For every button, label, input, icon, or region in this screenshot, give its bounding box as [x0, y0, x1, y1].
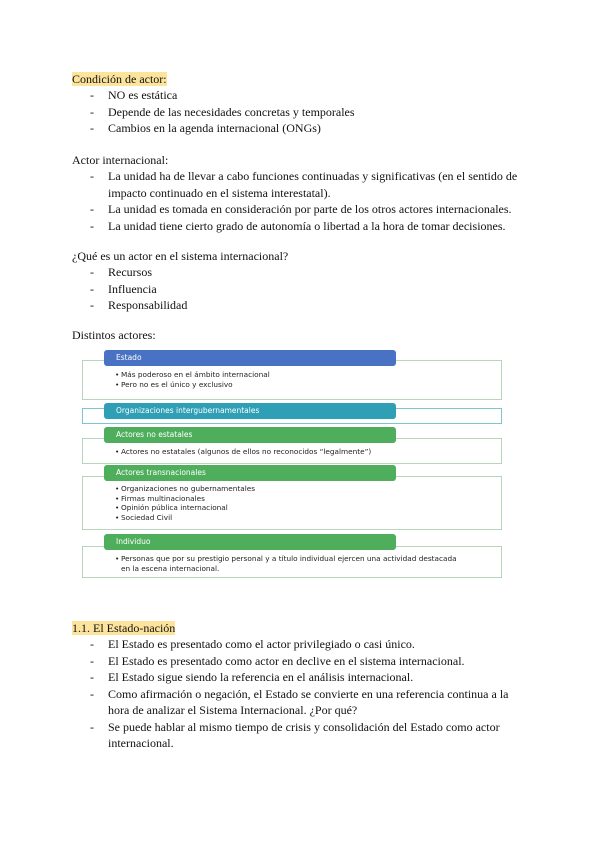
dash-list [72, 636, 528, 752]
no-estatales-header: Actores no estatales [104, 427, 396, 443]
list-item: - Recursos [90, 265, 152, 279]
transnacionales-header: Actores transnacionales [104, 465, 396, 481]
dash-marker: - [90, 281, 94, 296]
list-item: - El Estado es presentado como el actor privilegiado o casi único. [90, 637, 415, 651]
actors-diagram [82, 350, 504, 578]
section-actor-internacional [72, 152, 534, 234]
list-item: - Responsabilidad [90, 298, 188, 312]
diagram-bullet-item: • Más poderoso en el ámbito internacional [115, 370, 270, 379]
list-item: - Como afirmación o negación, el Estado se convierte en una referencia continua a la hora de analizar el Sistema Internacional. ¿Por qué? [90, 686, 509, 717]
list-item: - Cambios en la agenda internacional (ONGs) [90, 121, 321, 135]
diagram-bullet-item: • Actores no estatales (algunos de ellos no reconocidos “legalmente”) [115, 447, 372, 456]
dash-marker: - [90, 88, 94, 102]
dash-marker: - [90, 121, 94, 135]
dash-marker: - [90, 298, 94, 312]
section-distintos-actores [72, 327, 532, 343]
list-item: - El Estado sigue siendo la referencia en el análisis internacional. [90, 670, 414, 684]
section-heading: Actor internacional: [72, 153, 169, 167]
diagram-bullet-item: • Sociedad Civil [115, 512, 173, 522]
dash-marker: - [90, 637, 94, 651]
dash-marker: - [90, 653, 94, 668]
list-item: - La unidad tiene cierto grado de autonomía o libertad a la hora de tomar decisiones. [90, 218, 506, 233]
transnacionales-box [82, 476, 502, 530]
diagram-bullet-item: • Organizaciones no gubernamentales [115, 484, 256, 493]
dash-marker: - [90, 686, 94, 701]
list-item: - Influencia [90, 281, 157, 296]
dash-marker: - [90, 202, 94, 216]
list-item: - Depende de las necesidades concretas y temporales [90, 104, 355, 119]
section-que-es-actor [72, 248, 532, 314]
list-item: - El Estado es presentado como actor en declive en el sistema internacional. [90, 653, 465, 668]
dash-marker: - [90, 719, 94, 734]
individuo-box [82, 546, 502, 578]
list-item: - NO es estática [90, 88, 178, 102]
diagram-bullet-item: • Opinión pública internacional [115, 503, 228, 512]
list-item: - Se puede hablar al mismo tiempo de crisis y consolidación del Estado como actor internacional. [90, 719, 500, 750]
dash-marker: - [90, 265, 94, 279]
organizaciones-header: Organizaciones intergubernamentales [104, 403, 396, 419]
estado-header: Estado [104, 350, 396, 366]
dash-marker: - [90, 670, 94, 684]
diagram-bullet-item: • Pero no es el único y exclusivo [115, 379, 233, 389]
section-estado-nacion [72, 620, 528, 752]
section-condicion-actor [72, 71, 532, 137]
dash-marker: - [90, 218, 94, 233]
section-heading: Distintos actores: [72, 328, 156, 342]
dash-list [72, 87, 532, 137]
individuo-header: Individuo [104, 534, 396, 550]
section-heading-highlighted: 1.1. El Estado-nación [72, 621, 176, 635]
dash-marker: - [90, 169, 94, 183]
diagram-bullet-item: • Firmas multinacionales [115, 493, 205, 503]
dash-list [72, 264, 532, 314]
estado-box [82, 360, 502, 400]
list-item: - La unidad ha de llevar a cabo funciones continuadas y significativas (en el sentido de impacto continuado en el sistema interestatal). [90, 169, 518, 200]
dash-marker: - [90, 104, 94, 119]
section-heading-highlighted: Condición de actor: [72, 72, 167, 86]
dash-list [72, 168, 534, 234]
section-heading: ¿Qué es un actor en el sistema internacional? [72, 249, 289, 263]
diagram-bullet-item: • Personas que por su prestigio personal y a título individual ejercen una actividad destacada en la escena internacional. [115, 554, 457, 573]
list-item: - La unidad es tomada en consideración por parte de los otros actores internacionales. [90, 202, 512, 216]
